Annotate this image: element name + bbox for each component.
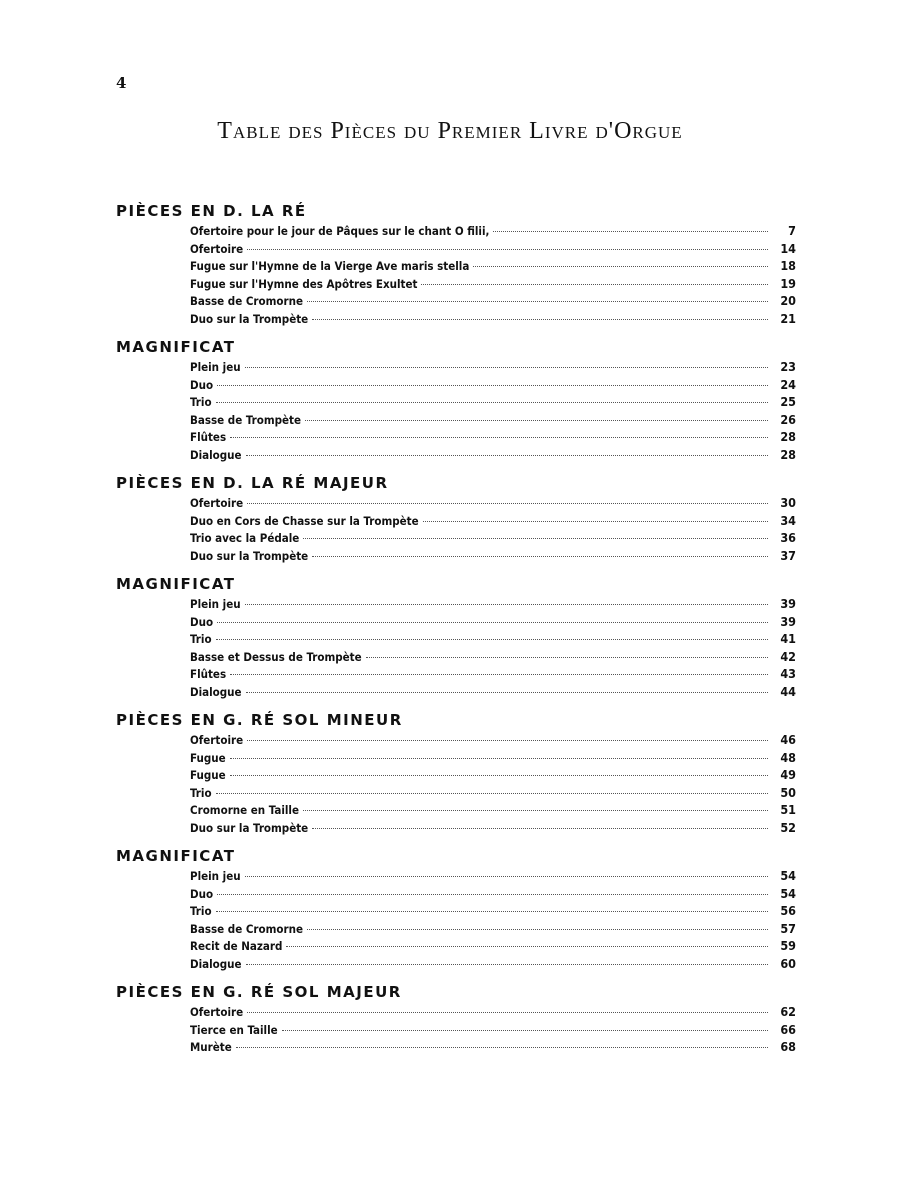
entry-title: Basse et Dessus de Trompète bbox=[190, 649, 362, 664]
entry-title: Fugue sur l'Hymne de la Vierge Ave maris stella bbox=[190, 259, 470, 273]
dot-leader bbox=[303, 538, 768, 539]
entry-title: Fugue sur l'Hymne des Apôtres Exultet bbox=[190, 276, 418, 291]
dot-leader bbox=[217, 385, 768, 386]
section-heading: PIÈCES EN G. RÉ SOL MAJEUR bbox=[116, 983, 402, 1001]
dot-leader bbox=[245, 367, 768, 368]
dot-leader bbox=[312, 319, 768, 320]
dot-leader bbox=[247, 503, 768, 504]
entry-title: Flûtes bbox=[190, 430, 227, 444]
dot-leader bbox=[421, 284, 768, 285]
section-heading: PIÈCES EN G. RÉ SOL MINEUR bbox=[116, 711, 403, 729]
dot-leader bbox=[216, 402, 768, 403]
entry-title: Fugue bbox=[190, 750, 226, 765]
entry-page-number: 26 bbox=[780, 411, 796, 427]
entry-page-number: 20 bbox=[780, 293, 796, 308]
entry-page-number: 25 bbox=[780, 394, 796, 409]
dot-leader bbox=[286, 946, 768, 947]
entry-title: Basse de Cromorne bbox=[190, 294, 304, 308]
dot-leader bbox=[216, 793, 768, 794]
entry-page-number: 54 bbox=[780, 868, 796, 883]
dot-leader bbox=[473, 266, 768, 267]
dot-leader bbox=[247, 249, 768, 250]
dot-leader bbox=[216, 639, 768, 640]
dot-leader bbox=[216, 911, 768, 912]
dot-leader bbox=[217, 894, 768, 895]
toc-entry bbox=[190, 275, 796, 293]
entry-page-number: 34 bbox=[780, 512, 796, 528]
dot-leader bbox=[366, 657, 768, 658]
toc-section bbox=[116, 573, 796, 700]
entry-title: Plein jeu bbox=[190, 597, 241, 611]
dot-leader bbox=[236, 1047, 768, 1048]
toc-entry bbox=[190, 358, 796, 376]
dot-leader bbox=[230, 674, 768, 675]
dot-leader bbox=[230, 437, 768, 438]
entry-page-number: 68 bbox=[780, 1039, 796, 1054]
dot-leader bbox=[230, 775, 768, 776]
dot-leader bbox=[217, 622, 768, 623]
toc-entry bbox=[190, 920, 796, 938]
page-number: 4 bbox=[116, 74, 127, 92]
toc-section bbox=[116, 981, 796, 1056]
dot-leader bbox=[312, 556, 768, 557]
entry-title: Duo en Cors de Chasse sur la Trompète bbox=[190, 513, 419, 528]
dot-leader bbox=[245, 876, 768, 877]
entry-page-number: 49 bbox=[780, 767, 796, 782]
toc-entry bbox=[190, 310, 796, 328]
entry-page-number: 23 bbox=[780, 359, 796, 374]
entry-title: Duo bbox=[190, 886, 214, 901]
entry-title: Trio avec la Pédale bbox=[190, 531, 300, 545]
entry-title: Duo sur la Trompète bbox=[190, 311, 309, 326]
entry-title: Cromorne en Taille bbox=[190, 803, 299, 817]
toc-section bbox=[116, 845, 796, 972]
dot-leader bbox=[305, 420, 768, 421]
entry-title: Flûtes bbox=[190, 667, 227, 681]
toc-entry bbox=[190, 1038, 796, 1056]
entry-page-number: 21 bbox=[780, 310, 796, 326]
toc-entry bbox=[190, 376, 796, 394]
toc-entry bbox=[190, 512, 796, 530]
entry-page-number: 19 bbox=[780, 275, 796, 291]
toc-entry bbox=[190, 902, 796, 920]
toc-entry bbox=[190, 630, 796, 648]
dot-leader bbox=[246, 455, 768, 456]
toc-entry bbox=[190, 955, 796, 973]
toc-entry bbox=[190, 937, 796, 955]
entry-page-number: 57 bbox=[780, 920, 796, 936]
entry-page-number: 46 bbox=[780, 732, 796, 747]
section-heading: MAGNIFICAT bbox=[116, 575, 236, 593]
entry-page-number: 54 bbox=[780, 885, 796, 901]
toc-entry bbox=[190, 683, 796, 701]
entry-title: Plein jeu bbox=[190, 869, 241, 883]
dot-leader bbox=[247, 1012, 768, 1013]
entry-title: Dialogue bbox=[190, 956, 242, 971]
entry-page-number: 60 bbox=[780, 955, 796, 971]
toc-entry bbox=[190, 665, 796, 683]
dot-leader bbox=[303, 810, 768, 811]
entry-page-number: 50 bbox=[780, 784, 796, 800]
entry-page-number: 28 bbox=[780, 446, 796, 462]
entry-page-number: 14 bbox=[780, 240, 796, 256]
toc-entry bbox=[190, 648, 796, 666]
dot-leader bbox=[307, 301, 768, 302]
entry-title: Fugue bbox=[190, 768, 226, 782]
entry-page-number: 48 bbox=[780, 749, 796, 765]
toc-entry bbox=[190, 595, 796, 613]
entry-page-number: 36 bbox=[780, 530, 796, 545]
table-of-contents bbox=[116, 200, 796, 1065]
toc-entry bbox=[190, 1021, 796, 1039]
entry-title: Duo bbox=[190, 614, 214, 629]
toc-entry bbox=[190, 819, 796, 837]
toc-entry bbox=[190, 222, 796, 240]
entry-page-number: 28 bbox=[780, 429, 796, 444]
toc-entry bbox=[190, 393, 796, 411]
toc-entry bbox=[190, 547, 796, 565]
entry-title: Murète bbox=[190, 1040, 232, 1054]
toc-entry bbox=[190, 1003, 796, 1021]
toc-entry bbox=[190, 411, 796, 429]
entry-title: Tierce en Taille bbox=[190, 1022, 278, 1037]
entry-page-number: 44 bbox=[780, 683, 796, 699]
toc-entry bbox=[190, 428, 796, 446]
section-heading: MAGNIFICAT bbox=[116, 338, 236, 356]
entry-title: Ofertoire bbox=[190, 241, 244, 256]
toc-entry bbox=[190, 867, 796, 885]
toc-section bbox=[116, 472, 796, 564]
toc-entry bbox=[190, 766, 796, 784]
toc-entry bbox=[190, 240, 796, 258]
toc-section bbox=[116, 709, 796, 836]
entry-title: Dialogue bbox=[190, 684, 242, 699]
entry-page-number: 42 bbox=[780, 648, 796, 664]
entry-title: Trio bbox=[190, 785, 212, 800]
toc-entry bbox=[190, 529, 796, 547]
entry-page-number: 43 bbox=[780, 666, 796, 681]
entry-page-number: 39 bbox=[780, 596, 796, 611]
entry-title: Trio bbox=[190, 632, 212, 646]
dot-leader bbox=[307, 929, 768, 930]
entry-page-number: 66 bbox=[780, 1021, 796, 1037]
entry-page-number: 30 bbox=[780, 495, 796, 510]
entry-title: Trio bbox=[190, 904, 212, 918]
section-heading: MAGNIFICAT bbox=[116, 847, 236, 865]
entry-page-number: 18 bbox=[780, 258, 796, 273]
entry-title: Plein jeu bbox=[190, 360, 241, 374]
entry-title: Ofertoire bbox=[190, 496, 244, 510]
toc-section bbox=[116, 336, 796, 463]
dot-leader bbox=[230, 758, 768, 759]
section-heading: PIÈCES EN D. LA RÉ bbox=[116, 202, 307, 220]
toc-entry bbox=[190, 801, 796, 819]
entry-page-number: 51 bbox=[780, 802, 796, 817]
toc-entry bbox=[190, 446, 796, 464]
entry-page-number: 24 bbox=[780, 376, 796, 392]
page-title: Table des Pièces du Premier Livre d'Orgue bbox=[217, 118, 683, 144]
entry-title: Recit de Nazard bbox=[190, 939, 283, 953]
toc-entry bbox=[190, 494, 796, 512]
toc-entry bbox=[190, 784, 796, 802]
dot-leader bbox=[246, 692, 768, 693]
dot-leader bbox=[282, 1030, 768, 1031]
entry-page-number: 37 bbox=[780, 547, 796, 563]
dot-leader bbox=[312, 828, 768, 829]
entry-page-number: 52 bbox=[780, 819, 796, 835]
dot-leader bbox=[247, 740, 768, 741]
entry-title: Ofertoire bbox=[190, 733, 244, 747]
entry-page-number: 56 bbox=[780, 903, 796, 918]
entry-title: Basse de Cromorne bbox=[190, 921, 304, 936]
entry-title: Dialogue bbox=[190, 447, 242, 462]
dot-leader bbox=[245, 604, 768, 605]
dot-leader bbox=[423, 521, 768, 522]
entry-page-number: 41 bbox=[780, 631, 796, 646]
entry-title: Duo bbox=[190, 377, 214, 392]
entry-page-number: 7 bbox=[788, 223, 796, 238]
toc-entry bbox=[190, 731, 796, 749]
entry-title: Ofertoire pour le jour de Pâques sur le chant O filii, bbox=[190, 224, 490, 238]
entry-title: Basse de Trompète bbox=[190, 412, 302, 427]
entry-title: Duo sur la Trompète bbox=[190, 820, 309, 835]
toc-entry bbox=[190, 749, 796, 767]
entry-page-number: 59 bbox=[780, 938, 796, 953]
entry-title: Duo sur la Trompète bbox=[190, 548, 309, 563]
entry-title: Ofertoire bbox=[190, 1005, 244, 1019]
section-heading: PIÈCES EN D. LA RÉ MAJEUR bbox=[116, 474, 389, 492]
dot-leader bbox=[493, 231, 768, 232]
toc-entry bbox=[190, 257, 796, 275]
toc-entry bbox=[190, 885, 796, 903]
entry-title: Trio bbox=[190, 395, 212, 409]
entry-page-number: 62 bbox=[780, 1004, 796, 1019]
toc-entry bbox=[190, 613, 796, 631]
toc-entry bbox=[190, 292, 796, 310]
toc-section bbox=[116, 200, 796, 327]
dot-leader bbox=[246, 964, 768, 965]
entry-page-number: 39 bbox=[780, 613, 796, 629]
